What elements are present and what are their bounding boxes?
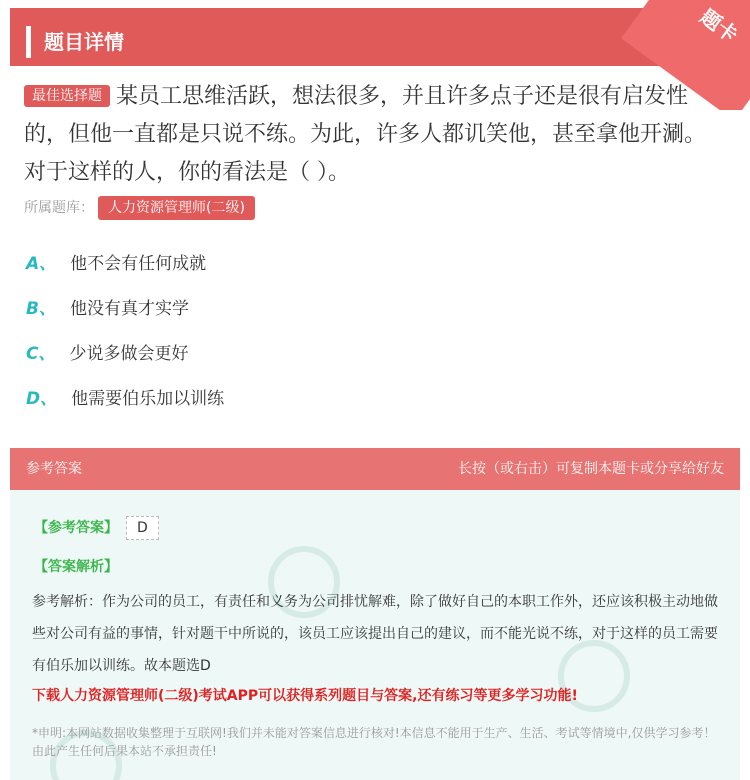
question-bank-row	[24, 195, 255, 221]
analysis-text: 参考解析：作为公司的员工，有责任和义务为公司排忧解难，除了做好自己的本职工作外，还应该积极主动地做些对公司有益的事情，针对题干中所说的，该员工应该提出自己的建议，而不能光说不练，对于这样的员工需要有伯乐加以训练。故本题选D	[32, 594, 718, 674]
corner-label: 题卡	[695, 4, 743, 48]
analysis-label: 【答案解析】	[34, 559, 118, 575]
answer-section-title: 参考答案	[26, 461, 82, 477]
question-block	[24, 78, 724, 192]
question-bank-label: 所属题库：	[24, 200, 94, 216]
disclaimer-text: *申明:本网站数据收集整理于互联网!我们并未能对答案信息进行核对!本信息不能用于生产、生活、考试等情境中,仅供学习参考！由此产生任何后果本站不承担责任!	[32, 726, 716, 758]
option-letter: B、	[26, 299, 56, 319]
page-title: 题目详情	[44, 30, 124, 54]
answer-section-body	[10, 490, 740, 780]
app-download-promo[interactable]: 下载人力资源管理师(二级)考试APP可以获得系列题目与答案,还有练习等更多学习功能!	[32, 688, 578, 704]
header-accent-bar	[26, 26, 31, 58]
option-letter: C、	[26, 344, 56, 364]
option-letter: D、	[26, 389, 58, 409]
option-c[interactable]	[26, 336, 726, 381]
option-text: 他不会有任何成就	[70, 254, 207, 274]
option-d[interactable]	[26, 381, 726, 426]
option-a[interactable]	[26, 246, 726, 291]
option-text: 他没有真才实学	[69, 299, 189, 319]
reference-answer-label: 【参考答案】	[34, 520, 118, 536]
option-text: 他需要伯乐加以训练	[71, 389, 225, 409]
reference-answer-value: D	[126, 516, 159, 540]
answer-section-header	[10, 448, 740, 490]
option-letter: A、	[26, 254, 57, 274]
question-bank-badge[interactable]: 人力资源管理师(二级)	[98, 196, 255, 220]
option-b[interactable]	[26, 291, 726, 336]
reference-answer-row	[34, 516, 159, 540]
copy-share-hint: 长按（或右击）可复制本题卡或分享给好友	[458, 461, 724, 477]
options-list	[26, 246, 726, 426]
question-type-badge: 最佳选择题	[24, 85, 110, 107]
question-text: 某员工思维活跃，想法很多，并且许多点子还是很有启发性的，但他一直都是只说不练。为此，许多人都讥笑他，甚至拿他开涮。对于这样的人，你的看法是（ ）。	[24, 84, 707, 185]
option-text: 少说多做会更好	[69, 344, 189, 364]
